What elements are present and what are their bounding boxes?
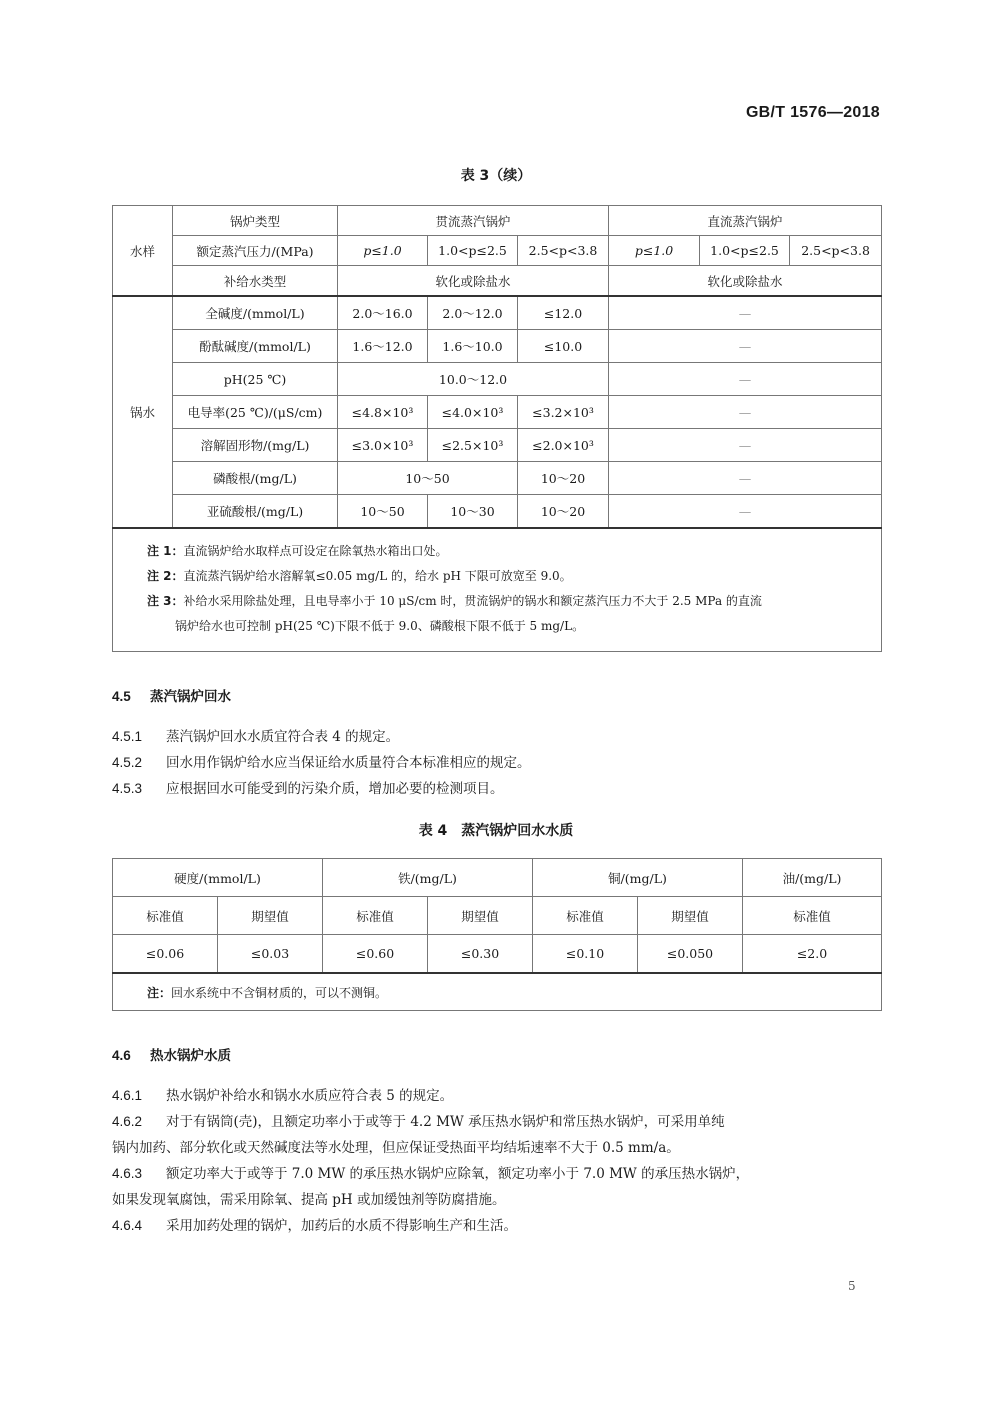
cell: ≤0.10 [533, 935, 638, 974]
clause-4-6-3: 4.6.3 额定功率大于或等于 7.0 MW 的承压热水锅炉应除氧，额定功率小于 7.0 MW 的承压热水锅炉， 如果发现氧腐蚀，需采用除氧、提高 pH 或加缓蚀剂等防腐措施。 [112, 1166, 750, 1208]
cell: ≤2.5×10³ [428, 429, 518, 462]
subheader: 期望值 [218, 897, 323, 935]
cell-direct: — [609, 296, 882, 330]
table-row [113, 462, 882, 495]
cell: 10～20 [518, 495, 609, 529]
subheader: 标准值 [113, 897, 218, 935]
clause-4-6-2: 4.6.2 对于有锅筒(壳)，且额定功率小于或等于 4.2 MW 承压热水锅炉和常压热水锅炉，可采用单纯 锅内加药、部分软化或天然碱度法等水处理，但应保证受热面平均结垢速率不大于 0.5 mm/a。 [112, 1114, 725, 1156]
row-item: 酚酞碱度/(mmol/L) [173, 330, 338, 363]
note-1: 注 1：直流锅炉给水取样点可设定在除氧热水箱出口处。 [147, 544, 448, 558]
table-row [113, 363, 882, 396]
subheader: 期望值 [638, 897, 743, 935]
cell: ≤2.0×10³ [518, 429, 609, 462]
table4-caption: 表 4 蒸汽锅炉回水水质 [418, 823, 574, 839]
header-makeup-direct: 软化或除盐水 [609, 266, 882, 297]
subheader: 期望值 [428, 897, 533, 935]
cell: ≤0.050 [638, 935, 743, 974]
row-item: pH(25 ℃) [173, 363, 338, 396]
cell: ≤12.0 [518, 296, 609, 330]
table-row [113, 935, 882, 974]
table3-caption: 表 3（续） [460, 168, 532, 184]
subheader: 标准值 [533, 897, 638, 935]
cell: ≤10.0 [518, 330, 609, 363]
cell-merged: 10～50 [338, 462, 518, 495]
header-direct-flow: 直流蒸汽锅炉 [609, 206, 882, 236]
header-pressure-col: 2.5<p<3.8 [790, 236, 882, 266]
header-label-boiler-type: 锅炉类型 [173, 206, 338, 236]
cell: ≤4.8×10³ [338, 396, 428, 429]
cell: 2.0～12.0 [428, 296, 518, 330]
cell: ≤0.03 [218, 935, 323, 974]
cell: ≤0.06 [113, 935, 218, 974]
cell: ≤3.2×10³ [518, 396, 609, 429]
clause-4-6-1: 4.6.1 热水锅炉补给水和锅水水质应符合表 5 的规定。 [112, 1088, 454, 1104]
cell: 10～50 [338, 495, 428, 529]
note-3: 注 3：补给水采用除盐处理，且电导率小于 10 μS/cm 时，贯流锅炉的锅水和额定蒸汽压力不大于 2.5 MPa 的直流 锅炉给水也可控制 pH(25 ℃)下限不低于 9.0、磷酸根下限不低于 5 mg/L。 [147, 594, 762, 633]
page-number: 5 [848, 1279, 856, 1293]
cell-direct: — [609, 363, 882, 396]
clause-4-5-3: 4.5.3 应根据回水可能受到的污染介质，增加必要的检测项目。 [112, 781, 504, 797]
group-iron: 铁/(mg/L) [323, 859, 533, 897]
table-row [113, 296, 882, 330]
header-label-makeup: 补给水类型 [173, 266, 338, 297]
section-4-5-heading: 4.5 蒸汽锅炉回水 [112, 689, 231, 705]
cell: 10～20 [518, 462, 609, 495]
cell: ≤3.0×10³ [338, 429, 428, 462]
table-row [113, 859, 882, 897]
subheader: 标准值 [323, 897, 428, 935]
row-item: 电导率(25 ℃)/(μS/cm) [173, 396, 338, 429]
cell: ≤0.30 [428, 935, 533, 974]
note-2: 注 2：直流蒸汽锅炉给水溶解氧≤0.05 mg/L 的，给水 pH 下限可放宽至 9.0。 [147, 569, 572, 583]
header-once-through: 贯流蒸汽锅炉 [338, 206, 609, 236]
cell: ≤4.0×10³ [428, 396, 518, 429]
table3 [112, 205, 882, 652]
group-hardness: 硬度/(mmol/L) [113, 859, 323, 897]
table4-note: 注：回水系统中不含铜材质的，可以不测铜。 [113, 973, 882, 1011]
cell-direct: — [609, 330, 882, 363]
group-copper: 铜/(mg/L) [533, 859, 743, 897]
row-group-label-sample: 水样 [113, 206, 173, 297]
table-row [113, 897, 882, 935]
cell-direct: — [609, 429, 882, 462]
header-pressure-col: 2.5<p<3.8 [518, 236, 609, 266]
row-item: 亚硫酸根/(mg/L) [173, 495, 338, 529]
cell-direct: — [609, 462, 882, 495]
group-oil: 油/(mg/L) [743, 859, 882, 897]
row-group-label-boiler-water: 锅水 [113, 296, 173, 528]
header-pressure-col: p≤1.0 [338, 236, 428, 266]
header-makeup-once-through: 软化或除盐水 [338, 266, 609, 297]
table-row [113, 429, 882, 462]
cell: ≤0.60 [323, 935, 428, 974]
clause-4-6-4: 4.6.4 采用加药处理的锅炉，加药后的水质不得影响生产和生活。 [112, 1218, 517, 1234]
cell: 1.6～10.0 [428, 330, 518, 363]
row-item: 全碱度/(mmol/L) [173, 296, 338, 330]
row-item: 溶解固形物/(mg/L) [173, 429, 338, 462]
cell: ≤2.0 [743, 935, 882, 974]
table4 [112, 858, 882, 1011]
standard-code: GB/T 1576—2018 [745, 104, 880, 121]
cell: 1.6～12.0 [338, 330, 428, 363]
table-row [113, 330, 882, 363]
table-row [113, 495, 882, 529]
table-row [113, 396, 882, 429]
cell: 2.0～16.0 [338, 296, 428, 330]
cell-merged: 10.0～12.0 [338, 363, 609, 396]
row-item: 磷酸根/(mg/L) [173, 462, 338, 495]
cell-direct: — [609, 495, 882, 529]
clause-4-5-1: 4.5.1 蒸汽锅炉回水水质宜符合表 4 的规定。 [112, 729, 400, 745]
subheader: 标准值 [743, 897, 882, 935]
cell: 10～30 [428, 495, 518, 529]
header-pressure-col: 1.0<p≤2.5 [428, 236, 518, 266]
header-pressure-col: 1.0<p≤2.5 [700, 236, 790, 266]
cell-direct: — [609, 396, 882, 429]
section-4-6-heading: 4.6 热水锅炉水质 [112, 1048, 231, 1064]
table3-notes [113, 528, 882, 652]
header-pressure-col: p≤1.0 [609, 236, 700, 266]
header-label-pressure: 额定蒸汽压力/(MPa) [173, 236, 338, 266]
clause-4-5-2: 4.5.2 回水用作锅炉给水应当保证给水质量符合本标准相应的规定。 [112, 755, 531, 771]
